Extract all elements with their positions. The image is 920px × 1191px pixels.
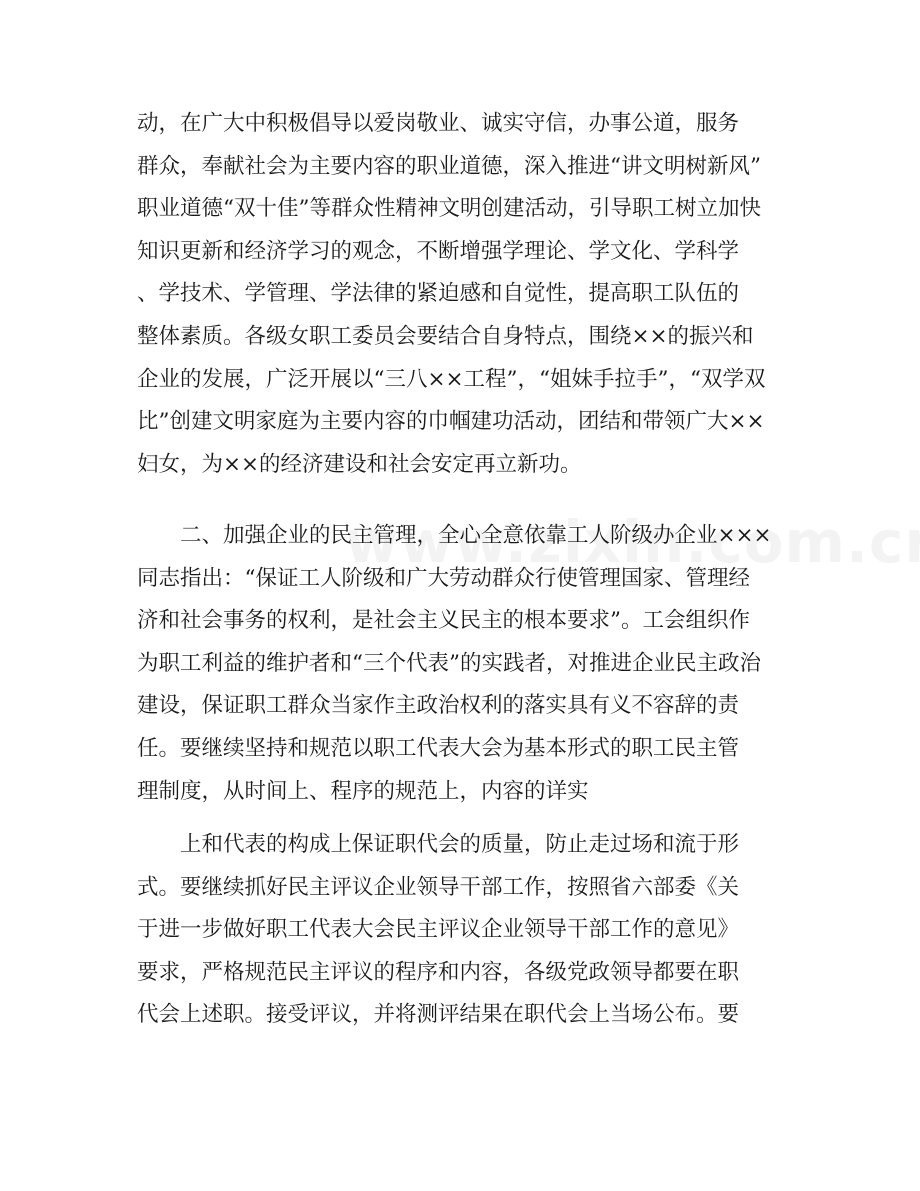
text-line: 任。要继续坚持和规范以职工代表大会为基本形式的职工民主管: [137, 735, 740, 761]
paragraph-2: [137, 518, 797, 816]
text-line: 代会上述职。接受评议，并将测评结果在职代会上当场公布。要: [137, 1002, 740, 1028]
text-line: 同志指出：“保证工人阶级和广大劳动群众行使管理国家、管理经: [137, 565, 750, 591]
text-line: 群众，奉献社会为主要内容的职业道德，深入推进“讲文明树新风”: [137, 153, 761, 179]
text-line: 知识更新和经济学习的观念，不断增强学理论、学文化、学科学: [137, 238, 740, 264]
text-line: 企业的发展，广泛开展以“三八××工程”，“姐妹手拉手”，“双学双: [137, 366, 766, 392]
text-line: 要求，严格规范民主评议的程序和内容，各级党政领导都要在职: [137, 959, 740, 985]
text-line: 建设，保证职工群众当家作主政治权利的落实具有义不容辞的责: [137, 693, 740, 719]
text-line: 比”创建文明家庭为主要内容的巾帼建功活动，团结和带领广大××: [137, 409, 765, 435]
text-line: 妇女，为××的经济建设和社会安定再立新功。: [137, 451, 582, 477]
text-line: 上和代表的构成上保证职代会的质量，防止走过场和流于形: [137, 832, 740, 857]
text-line: 式。要继续抓好民主评议企业领导干部工作，按照省六部委《关: [137, 874, 740, 900]
text-line: 于进一步做好职工代表大会民主评议企业领导干部工作的意见》: [137, 917, 740, 943]
text-line: 理制度，从时间上、程序的规范上，内容的详实: [137, 778, 589, 804]
text-line: 、学技术、学管理、学法律的紧迫感和自觉性，提高职工队伍的: [137, 281, 740, 307]
paragraph-1: [137, 106, 797, 489]
text-line: 动，在广大中积极倡导以爱岗敬业、诚实守信，办事公道，服务: [137, 111, 740, 136]
text-line: 职业道德“双十佳”等群众性精神文明创建活动，引导职工树立加快: [137, 196, 761, 222]
paragraph-3: [137, 827, 797, 1040]
text-line: 二、加强企业的民主管理，全心全意依靠工人阶级办企业×××: [137, 523, 772, 548]
text-line: 整体素质。各级女职工委员会要结合自身特点，围绕××的振兴和: [137, 323, 754, 349]
text-line: 济和社会事务的权利，是社会主义民主的根本要求”。工会组织作: [137, 608, 750, 634]
text-line: 为职工利益的维护者和“三个代表”的实践者，对推进企业民主政治: [137, 650, 761, 676]
